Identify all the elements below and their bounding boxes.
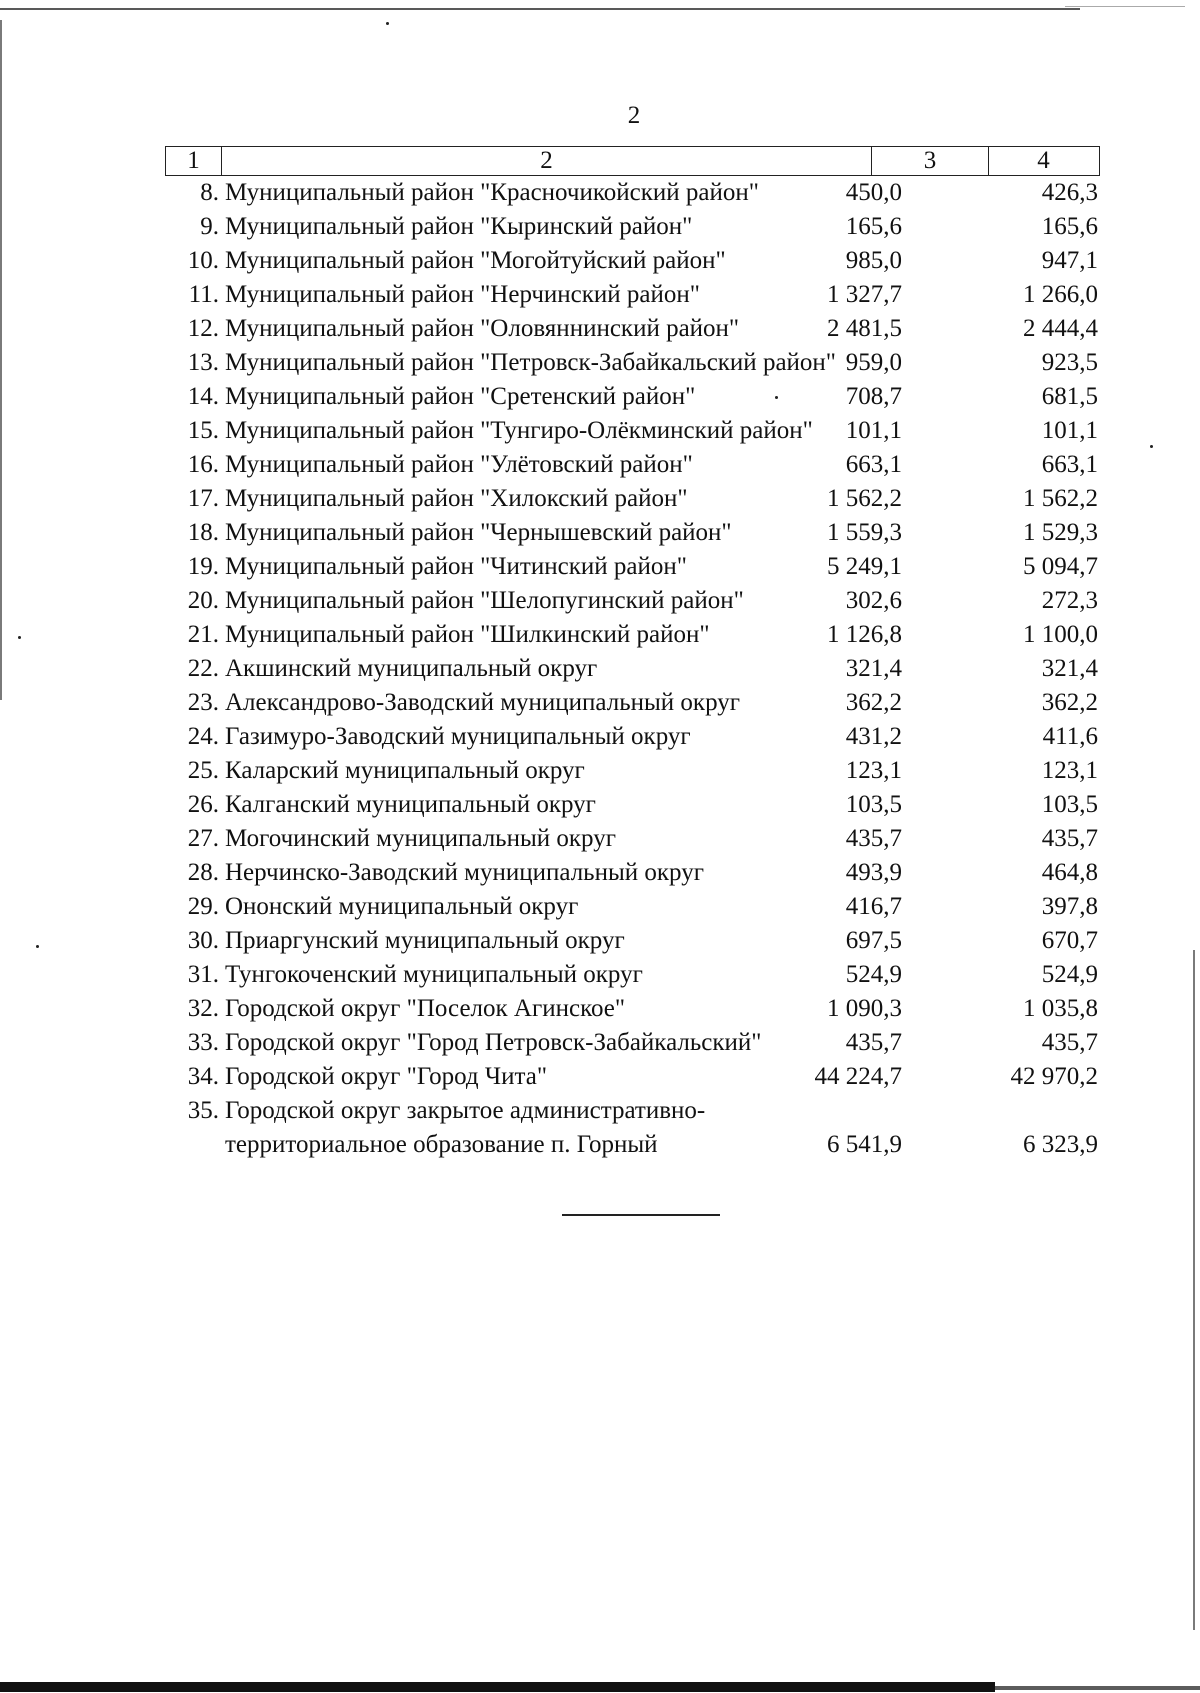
table-row	[165, 1026, 1100, 1060]
table-row	[165, 550, 1100, 584]
row-number: 23.	[187, 689, 219, 716]
scan-speck	[386, 22, 389, 25]
table-row	[165, 652, 1100, 686]
row-value-col-3: 6 541,9	[827, 1131, 902, 1158]
row-value-col-3: 101,1	[845, 417, 902, 444]
row-name: Каларский муниципальный округ	[225, 757, 585, 784]
row-name: Приаргунский муниципальный округ	[225, 927, 625, 954]
table-row	[165, 856, 1100, 890]
row-number: 35.	[187, 1097, 219, 1124]
row-name: Муниципальный район "Могойтуйский район"	[225, 247, 726, 274]
row-name: Муниципальный район "Чернышевский район"	[225, 519, 732, 546]
row-value-col-4: 321,4	[1041, 655, 1098, 682]
row-value-col-3: 435,7	[845, 1029, 902, 1056]
row-number: 8.	[200, 179, 219, 206]
row-value-col-4: 524,9	[1041, 961, 1098, 988]
table-row	[165, 244, 1100, 278]
row-number: 15.	[187, 417, 219, 444]
table-row	[165, 1094, 1100, 1162]
row-value-col-3: 450,0	[845, 179, 902, 206]
row-name: Муниципальный район "Улётовский район"	[225, 451, 693, 478]
row-value-col-4: 947,1	[1041, 247, 1098, 274]
row-name: Муниципальный район "Читинский район"	[225, 553, 687, 580]
row-value-col-4: 6 323,9	[1023, 1131, 1098, 1158]
row-value-col-4: 103,5	[1041, 791, 1098, 818]
row-number: 17.	[187, 485, 219, 512]
row-value-col-4: 435,7	[1041, 825, 1098, 852]
table-row	[165, 176, 1100, 210]
table-row	[165, 992, 1100, 1026]
row-name: Нерчинско-Заводский муниципальный округ	[225, 859, 704, 886]
row-number: 12.	[187, 315, 219, 342]
end-rule	[562, 1214, 720, 1216]
table-row	[165, 278, 1100, 312]
row-name: Тунгокоченский муниципальный округ	[225, 961, 643, 988]
scan-artifact-right-edge	[1193, 950, 1195, 1630]
row-number: 11.	[188, 281, 219, 308]
row-value-col-3: 1 559,3	[827, 519, 902, 546]
table-row	[165, 516, 1100, 550]
row-value-col-4: 165,6	[1041, 213, 1098, 240]
row-number: 19.	[187, 553, 219, 580]
row-name-line-1: Городской округ закрытое административно-	[225, 1097, 706, 1124]
row-value-col-4: 663,1	[1041, 451, 1098, 478]
row-value-col-3: 663,1	[845, 451, 902, 478]
row-number: 16.	[187, 451, 219, 478]
row-name: Александрово-Заводский муниципальный округ	[225, 689, 740, 716]
row-value-col-4: 426,3	[1041, 179, 1098, 206]
row-name: Акшинский муниципальный округ	[225, 655, 598, 682]
row-value-col-4: 435,7	[1041, 1029, 1098, 1056]
row-value-col-4: 1 100,0	[1023, 621, 1098, 648]
row-value-col-3: 5 249,1	[827, 553, 902, 580]
row-name: Ононский муниципальный округ	[225, 893, 579, 920]
row-value-col-3: 985,0	[845, 247, 902, 274]
table-header-row	[165, 146, 1100, 176]
row-number: 10.	[187, 247, 219, 274]
table-row	[165, 210, 1100, 244]
row-value-col-3: 103,5	[845, 791, 902, 818]
table-body	[165, 176, 1100, 1094]
row-number: 27.	[187, 825, 219, 852]
row-value-col-4: 411,6	[1042, 723, 1098, 750]
row-name: Муниципальный район "Шилкинский район"	[225, 621, 710, 648]
table-row	[165, 924, 1100, 958]
table-row	[165, 1060, 1100, 1094]
row-value-col-3: 1 562,2	[827, 485, 902, 512]
row-value-col-3: 431,2	[845, 723, 902, 750]
row-name: Муниципальный район "Шелопугинский район"	[225, 587, 744, 614]
row-name: Городской округ "Город Петровск-Забайкальский"	[225, 1029, 762, 1056]
row-number: 20.	[187, 587, 219, 614]
row-number: 13.	[187, 349, 219, 376]
row-value-col-3: 1 090,3	[827, 995, 902, 1022]
row-value-col-3: 435,7	[845, 825, 902, 852]
table-row	[165, 788, 1100, 822]
row-name: Городской округ "Поселок Агинское"	[225, 995, 626, 1022]
row-value-col-4: 670,7	[1041, 927, 1098, 954]
table-row	[165, 414, 1100, 448]
row-number: 32.	[187, 995, 219, 1022]
table-row	[165, 584, 1100, 618]
row-value-col-4: 5 094,7	[1023, 553, 1098, 580]
table-row	[165, 958, 1100, 992]
row-value-col-3: 708,7	[845, 383, 902, 410]
row-name: Муниципальный район "Тунгиро-Олёкминский район"	[225, 417, 813, 444]
row-value-col-3: 1 327,7	[827, 281, 902, 308]
table-row	[165, 380, 1100, 414]
scan-artifact-bottom	[0, 1682, 995, 1692]
row-value-col-3: 416,7	[845, 893, 902, 920]
table-row	[165, 754, 1100, 788]
row-number: 22.	[187, 655, 219, 682]
row-value-col-4: 397,8	[1041, 893, 1098, 920]
row-value-col-4: 923,5	[1041, 349, 1098, 376]
row-value-col-3: 362,2	[845, 689, 902, 716]
row-value-col-3: 123,1	[845, 757, 902, 784]
table-row	[165, 822, 1100, 856]
row-value-col-3: 524,9	[845, 961, 902, 988]
header-col-3: 3	[872, 147, 989, 175]
header-col-2: 2	[222, 147, 872, 175]
scan-artifact-bottom-right	[995, 1686, 1200, 1690]
row-value-col-4: 2 444,4	[1023, 315, 1098, 342]
row-value-col-4: 1 266,0	[1023, 281, 1098, 308]
row-number: 25.	[187, 757, 219, 784]
row-name: Могочинский муниципальный округ	[225, 825, 616, 852]
row-number: 24.	[187, 723, 219, 750]
scan-speck	[18, 636, 21, 639]
row-number: 30.	[187, 927, 219, 954]
table-row	[165, 686, 1100, 720]
scan-speck	[1150, 445, 1153, 448]
page-number: 2	[627, 102, 641, 129]
row-name: Муниципальный район "Красночикойский район"	[225, 179, 759, 206]
row-number: 9.	[200, 213, 219, 240]
row-value-col-3: 302,6	[845, 587, 902, 614]
row-value-col-4: 101,1	[1041, 417, 1098, 444]
row-value-col-3: 321,4	[845, 655, 902, 682]
row-name: Муниципальный район "Кыринский район"	[225, 213, 693, 240]
row-value-col-4: 1 035,8	[1023, 995, 1098, 1022]
table-row	[165, 346, 1100, 380]
row-number: 34.	[187, 1063, 219, 1090]
row-name	[225, 1094, 875, 1162]
row-value-col-3: 493,9	[845, 859, 902, 886]
scan-artifact-left-edge	[0, 20, 2, 700]
row-value-col-3: 959,0	[845, 349, 902, 376]
row-value-col-4: 362,2	[1041, 689, 1098, 716]
row-number: 14.	[187, 383, 219, 410]
row-value-col-3: 2 481,5	[827, 315, 902, 342]
row-number: 33.	[187, 1029, 219, 1056]
table-row	[165, 890, 1100, 924]
scan-artifact-top-right	[1065, 6, 1185, 7]
row-name: Газимуро-Заводский муниципальный округ	[225, 723, 691, 750]
row-name: Муниципальный район "Нерчинский район"	[225, 281, 700, 308]
row-number: 26.	[187, 791, 219, 818]
row-value-col-3: 44 224,7	[814, 1063, 902, 1090]
row-number: 18.	[187, 519, 219, 546]
row-value-col-4: 464,8	[1041, 859, 1098, 886]
row-value-col-4: 272,3	[1041, 587, 1098, 614]
table-row	[165, 618, 1100, 652]
row-value-col-4: 1 529,3	[1023, 519, 1098, 546]
scan-artifact-top	[0, 8, 1080, 10]
row-name: Муниципальный район "Петровск-Забайкальский район"	[225, 349, 836, 376]
row-value-col-3: 165,6	[845, 213, 902, 240]
row-name: Муниципальный район "Оловяннинский район"	[225, 315, 740, 342]
header-col-1: 1	[166, 147, 222, 175]
row-name: Калганский муниципальный округ	[225, 791, 596, 818]
row-number: 21.	[187, 621, 219, 648]
row-value-col-4: 123,1	[1041, 757, 1098, 784]
scan-speck	[36, 945, 39, 948]
allocation-table	[165, 146, 1100, 1162]
row-number: 31.	[187, 961, 219, 988]
row-name-line-2: территориальное образование п. Горный	[225, 1131, 658, 1158]
table-row	[165, 720, 1100, 754]
row-value-col-4: 1 562,2	[1023, 485, 1098, 512]
table-row	[165, 482, 1100, 516]
row-value-col-3: 1 126,8	[827, 621, 902, 648]
row-value-col-3: 697,5	[845, 927, 902, 954]
row-number: 28.	[187, 859, 219, 886]
header-col-4: 4	[1037, 147, 1050, 174]
row-value-col-4: 42 970,2	[1010, 1063, 1098, 1090]
row-name: Муниципальный район "Сретенский район"	[225, 383, 696, 410]
row-name: Городской округ "Город Чита"	[225, 1063, 548, 1090]
row-name: Муниципальный район "Хилокский район"	[225, 485, 688, 512]
table-row	[165, 312, 1100, 346]
row-number: 29.	[187, 893, 219, 920]
table-row	[165, 448, 1100, 482]
row-value-col-4: 681,5	[1041, 383, 1098, 410]
